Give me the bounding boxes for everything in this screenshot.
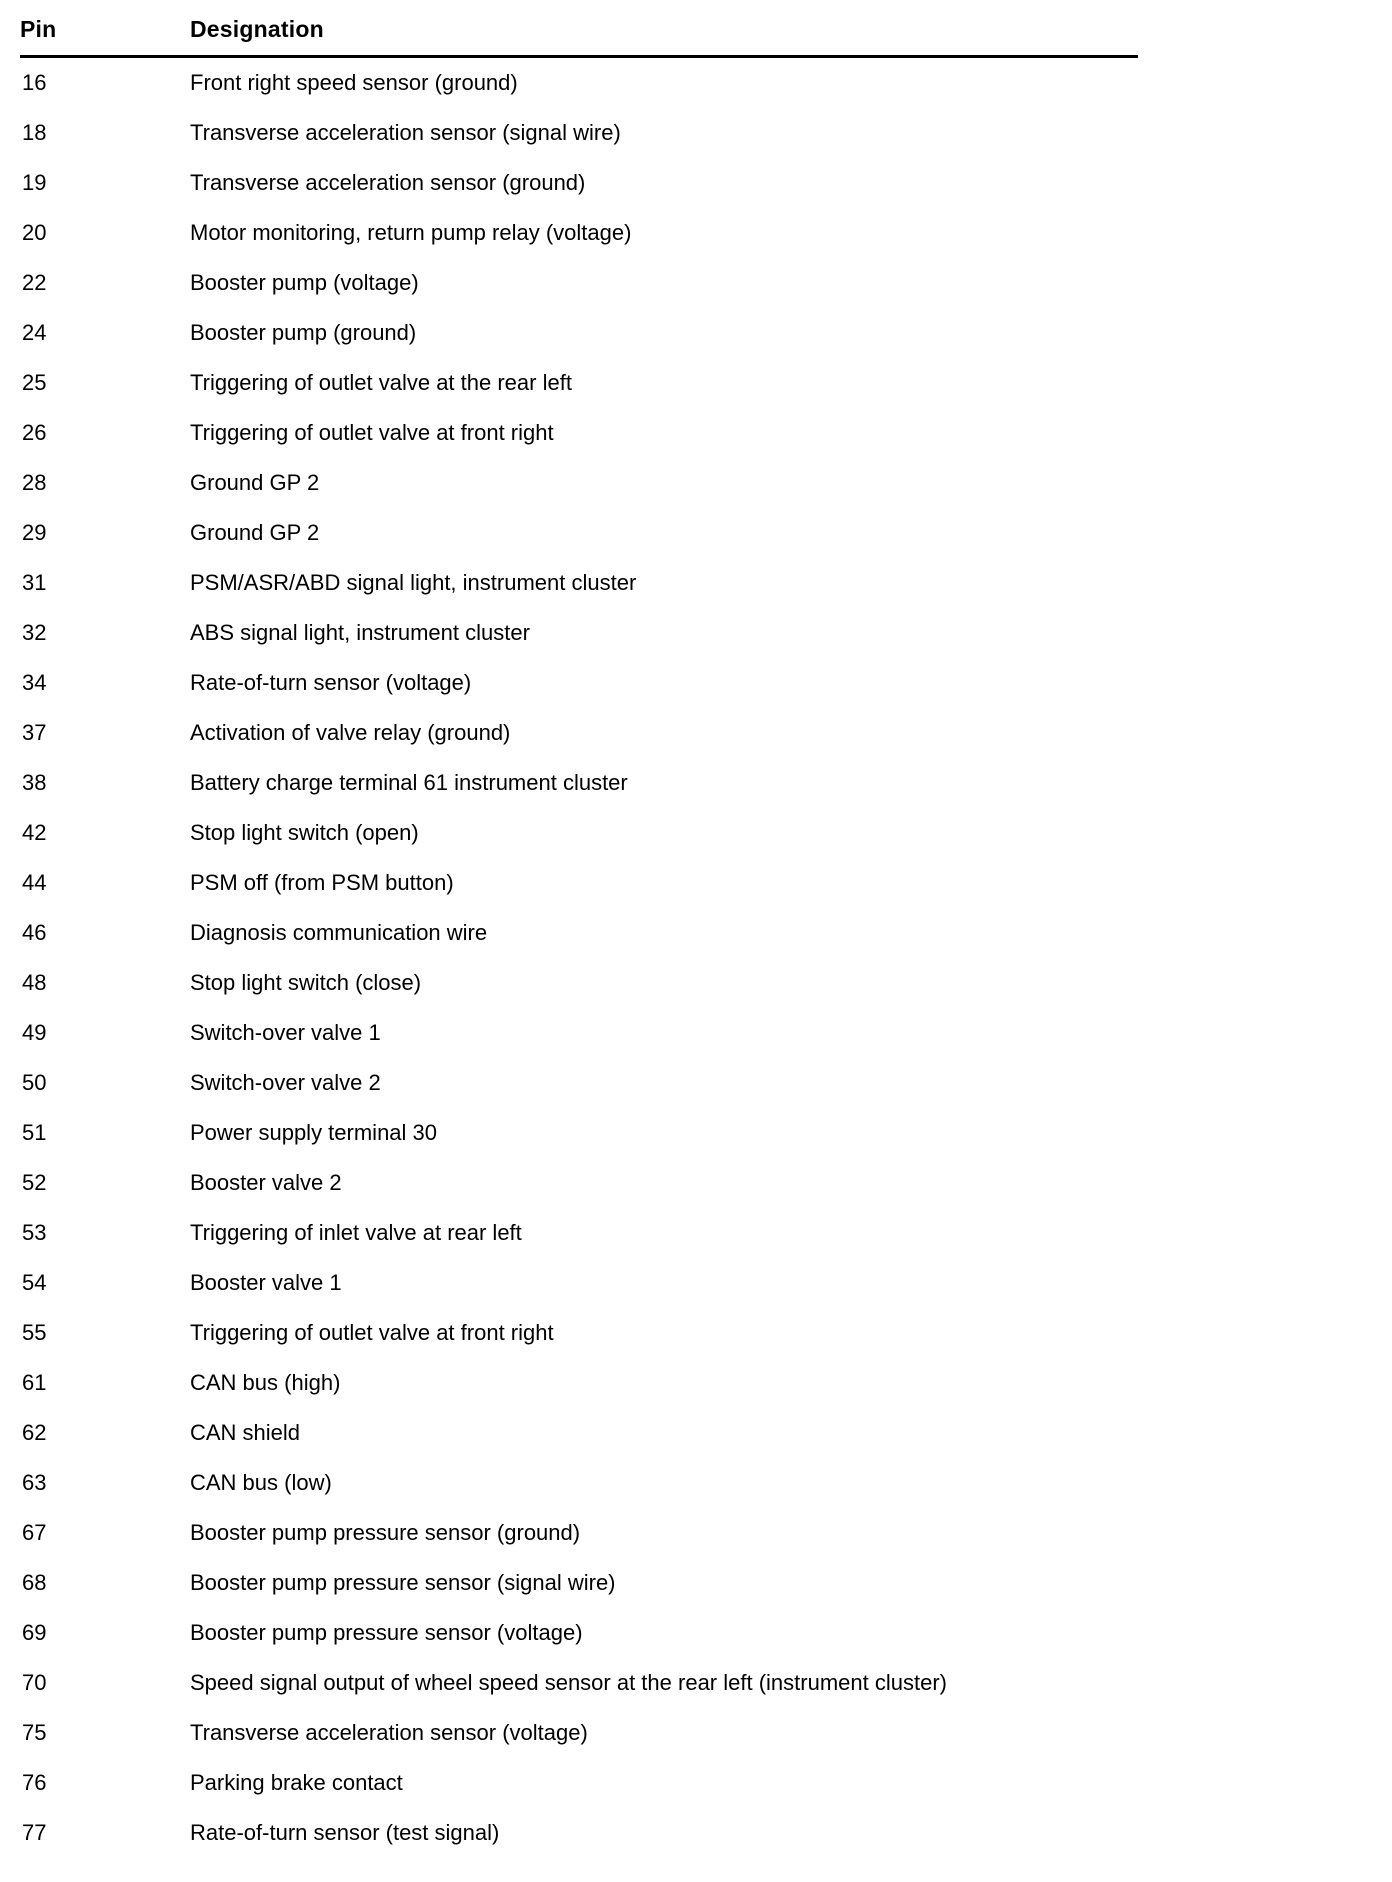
pin-cell: 31: [22, 570, 47, 595]
pin-cell: 63: [22, 1470, 47, 1495]
table-row: [20, 1608, 1138, 1658]
table-row: [20, 1308, 1138, 1358]
table-row: [20, 408, 1138, 458]
designation-cell: Battery charge terminal 61 instrument cluster: [190, 770, 628, 795]
table-row: [20, 1808, 1138, 1858]
designation-cell: Triggering of inlet valve at rear left: [190, 1220, 522, 1245]
pin-cell: 67: [22, 1520, 47, 1545]
table-row: [20, 208, 1138, 258]
pin-cell: 76: [22, 1770, 47, 1795]
pin-cell: 38: [22, 770, 47, 795]
designation-cell: Ground GP 2: [190, 520, 320, 545]
pin-designation-table: [20, 10, 1138, 1858]
table-body: [20, 57, 1138, 1859]
table-row: [20, 658, 1138, 708]
table-row: [20, 1208, 1138, 1258]
table-row: [20, 1458, 1138, 1508]
designation-cell: Switch-over valve 2: [190, 1070, 381, 1095]
designation-cell: CAN bus (low): [190, 1470, 332, 1495]
designation-cell: Stop light switch (close): [190, 970, 422, 995]
table-row: [20, 1658, 1138, 1708]
table-row: [20, 908, 1138, 958]
table-row: [20, 608, 1138, 658]
designation-cell: Booster pump (ground): [190, 320, 417, 345]
pin-cell: 48: [22, 970, 47, 995]
designation-cell: Booster pump pressure sensor (ground): [190, 1520, 581, 1545]
table-row: [20, 258, 1138, 308]
pin-cell: 53: [22, 1220, 47, 1245]
table-row: [20, 1508, 1138, 1558]
designation-cell: Booster valve 2: [190, 1170, 342, 1195]
table-row: [20, 508, 1138, 558]
pin-cell: 29: [22, 520, 47, 545]
pin-cell: 32: [22, 620, 47, 645]
designation-cell: Ground GP 2: [190, 470, 320, 495]
pin-cell: 26: [22, 420, 47, 445]
column-header-designation: Designation: [190, 16, 324, 42]
table-row: [20, 1008, 1138, 1058]
table-row: [20, 1708, 1138, 1758]
designation-cell: Booster pump pressure sensor (voltage): [190, 1620, 583, 1645]
pin-cell: 51: [22, 1120, 47, 1145]
table-row: [20, 858, 1138, 908]
table-row: [20, 158, 1138, 208]
pin-cell: 77: [22, 1820, 47, 1845]
pin-cell: 50: [22, 1070, 47, 1095]
pin-cell: 16: [22, 70, 47, 95]
designation-cell: Triggering of outlet valve at front right: [190, 420, 554, 445]
table-row: [20, 1108, 1138, 1158]
designation-cell: CAN shield: [190, 1420, 301, 1445]
pin-cell: 18: [22, 120, 47, 145]
pin-cell: 20: [22, 220, 47, 245]
designation-cell: PSM off (from PSM button): [190, 870, 454, 895]
designation-cell: Transverse acceleration sensor (ground): [190, 170, 586, 195]
designation-cell: Activation of valve relay (ground): [190, 720, 511, 745]
table-row: [20, 358, 1138, 408]
table-row: [20, 1408, 1138, 1458]
designation-cell: Parking brake contact: [190, 1770, 403, 1795]
table-row: [20, 758, 1138, 808]
table-row: [20, 57, 1138, 109]
pin-cell: 46: [22, 920, 47, 945]
designation-cell: Power supply terminal 30: [190, 1120, 438, 1145]
designation-cell: Booster pump pressure sensor (signal wire): [190, 1570, 616, 1595]
table-row: [20, 1258, 1138, 1308]
designation-cell: ABS signal light, instrument cluster: [190, 620, 530, 645]
designation-cell: Transverse acceleration sensor (signal wire): [190, 120, 621, 145]
pin-cell: 22: [22, 270, 47, 295]
table-row: [20, 1058, 1138, 1108]
pin-cell: 49: [22, 1020, 47, 1045]
pin-cell: 55: [22, 1320, 47, 1345]
table-header-row: [20, 10, 1138, 57]
table-row: [20, 458, 1138, 508]
table-row: [20, 1158, 1138, 1208]
pin-cell: 44: [22, 870, 47, 895]
designation-cell: Diagnosis communication wire: [190, 920, 488, 945]
designation-cell: Rate-of-turn sensor (test signal): [190, 1820, 500, 1845]
pin-cell: 75: [22, 1720, 47, 1745]
pin-cell: 61: [22, 1370, 47, 1395]
pin-cell: 24: [22, 320, 47, 345]
designation-cell: Triggering of outlet valve at front right: [190, 1320, 554, 1345]
designation-cell: Booster valve 1: [190, 1270, 342, 1295]
pin-cell: 25: [22, 370, 47, 395]
table-row: [20, 1358, 1138, 1408]
designation-cell: Speed signal output of wheel speed sensor at the rear left (instrument cluster): [190, 1670, 947, 1695]
pin-cell: 69: [22, 1620, 47, 1645]
designation-cell: Rate-of-turn sensor (voltage): [190, 670, 472, 695]
table-row: [20, 1558, 1138, 1608]
column-header-pin: Pin: [20, 16, 57, 42]
designation-cell: Front right speed sensor (ground): [190, 70, 518, 95]
pin-cell: 28: [22, 470, 47, 495]
table-row: [20, 958, 1138, 1008]
pin-cell: 54: [22, 1270, 47, 1295]
pin-cell: 37: [22, 720, 47, 745]
table-row: [20, 108, 1138, 158]
table-row: [20, 1758, 1138, 1808]
designation-cell: CAN bus (high): [190, 1370, 341, 1395]
pin-cell: 52: [22, 1170, 47, 1195]
pin-cell: 70: [22, 1670, 47, 1695]
table-row: [20, 558, 1138, 608]
designation-cell: Motor monitoring, return pump relay (voltage): [190, 220, 632, 245]
table-row: [20, 708, 1138, 758]
designation-cell: Stop light switch (open): [190, 820, 419, 845]
designation-cell: Transverse acceleration sensor (voltage): [190, 1720, 588, 1745]
designation-cell: Triggering of outlet valve at the rear left: [190, 370, 572, 395]
pin-cell: 34: [22, 670, 47, 695]
designation-cell: Switch-over valve 1: [190, 1020, 381, 1045]
pin-cell: 68: [22, 1570, 47, 1595]
pin-cell: 19: [22, 170, 47, 195]
pin-cell: 62: [22, 1420, 47, 1445]
pin-cell: 42: [22, 820, 47, 845]
table-row: [20, 808, 1138, 858]
designation-cell: Booster pump (voltage): [190, 270, 419, 295]
designation-cell: PSM/ASR/ABD signal light, instrument cluster: [190, 570, 637, 595]
table-row: [20, 308, 1138, 358]
